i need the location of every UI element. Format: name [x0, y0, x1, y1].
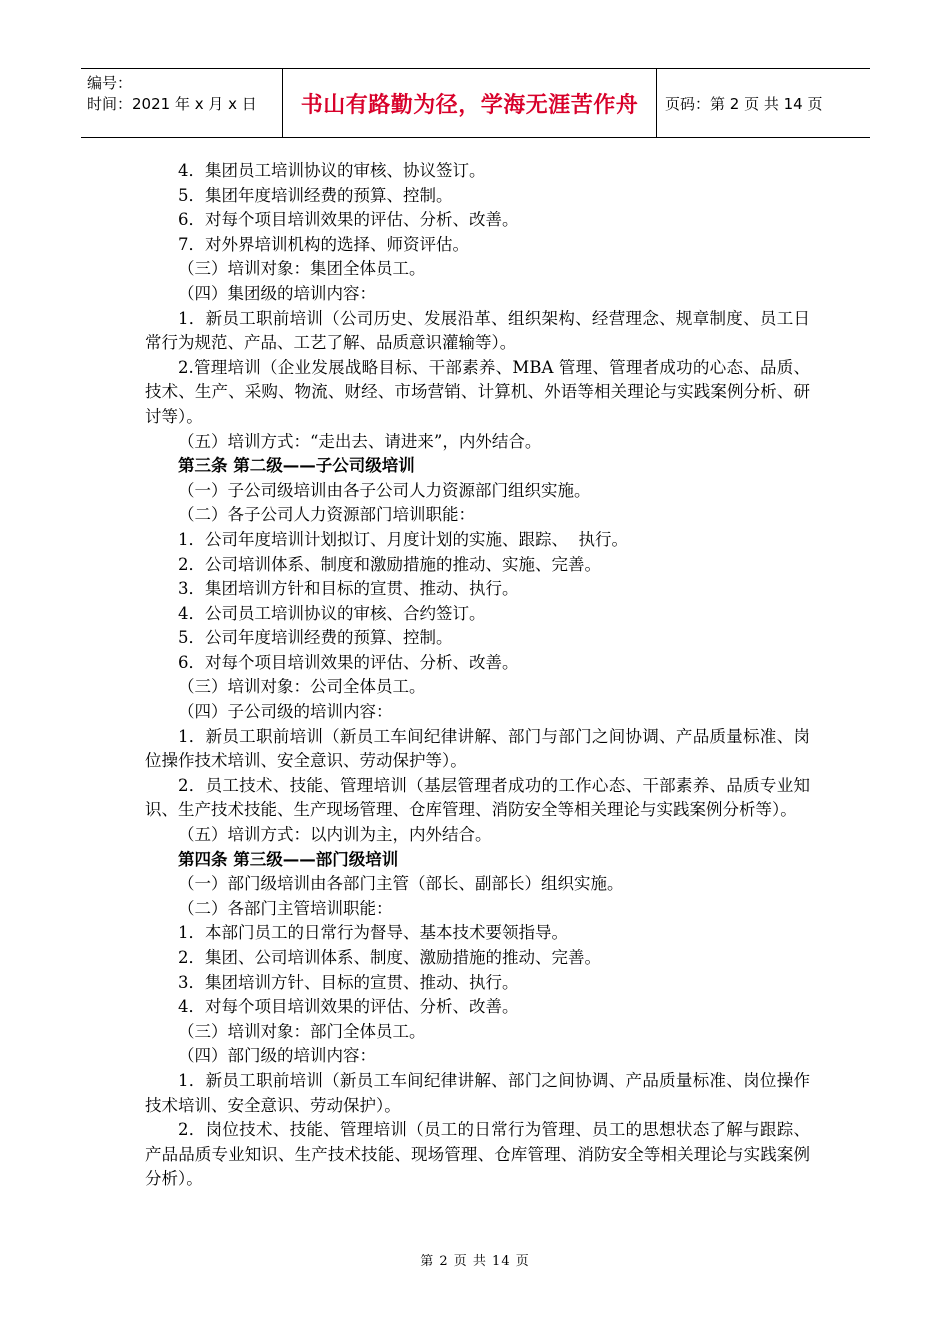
- header-meta: [81, 69, 283, 137]
- body-paragraph: 2．岗位技术、技能、管理培训（员工的日常行为管理、员工的思想状态了解与跟踪、产品品质专业知识、生产技术技能、现场管理、仓库管理、消防安全等相关理论与实践案例分析）。: [145, 1120, 810, 1189]
- body-paragraph: （二）各子公司人力资源部门培训职能：: [178, 505, 475, 525]
- body-paragraph: （五）培训方式：以内训为主，内外结合。: [178, 825, 492, 845]
- body-paragraph: 1．公司年度培训计划拟订、月度计划的实施、跟踪、 执行。: [178, 529, 628, 549]
- body-paragraph: 2．公司培训体系、制度和激励措施的推动、实施、完善。: [178, 554, 601, 574]
- document-body: [145, 159, 810, 1192]
- body-paragraph: 7．对外界培训机构的选择、师资评估。: [178, 234, 469, 254]
- body-paragraph: （四）子公司级的培训内容：: [178, 702, 393, 722]
- body-paragraph: 5．公司年度培训经费的预算、控制。: [178, 628, 453, 648]
- body-paragraph: 4．对每个项目培训效果的评估、分析、改善。: [178, 997, 519, 1017]
- body-paragraph: 1．新员工职前培训（公司历史、发展沿革、组织架构、经营理念、规章制度、员工日常行为规范、产品、工艺了解、品质意识灌输等）。: [145, 308, 810, 353]
- body-paragraph: 6．对每个项目培训效果的评估、分析、改善。: [178, 652, 519, 672]
- page-footer: 第 2 页 共 14 页: [420, 1254, 530, 1269]
- body-paragraph: 2．集团、公司培训体系、制度、激励措施的推动、完善。: [178, 948, 601, 967]
- body-paragraph: （二）各部门主管培训职能：: [178, 898, 393, 918]
- body-paragraph: （四）部门级的培训内容：: [178, 1046, 376, 1066]
- body-paragraph: 1．新员工职前培训（新员工车间纪律讲解、部门之间协调、产品质量标准、岗位操作技术培训、安全意识、劳动保护）。: [145, 1070, 810, 1115]
- article-heading: 第三条 第二级——子公司级培训: [178, 456, 415, 476]
- body-paragraph: （五）培训方式：“走出去、请进来”，内外结合。: [178, 431, 542, 451]
- body-paragraph: 3．集团培训方针、目标的宣贯、推动、执行。: [178, 972, 519, 992]
- body-paragraph: 5．集团年度培训经费的预算、控制。: [178, 185, 453, 205]
- body-paragraph: 3．集团培训方针和目标的宣贯、推动、执行。: [178, 579, 519, 599]
- body-paragraph: 2.管理培训（企业发展战略目标、干部素养、MBA 管理、管理者成功的心态、品质、技术、生产、采购、物流、财经、市场营销、计算机、外语等相关理论与实践案例分析、研讨等）。: [145, 357, 810, 426]
- header-page-number: 页码：第 2 页 共 14 页: [665, 94, 823, 113]
- body-paragraph: （一）部门级培训由各部门主管（部长、副部长）组织实施。: [178, 874, 624, 894]
- body-paragraph: 4．集团员工培训协议的审核、协议签订。: [178, 161, 486, 180]
- body-paragraph: 4．公司员工培训协议的审核、合约签订。: [178, 603, 486, 623]
- body-paragraph: （一）子公司级培训由各子公司人力资源部门组织实施。: [178, 480, 591, 500]
- body-paragraph: （三）培训对象：集团全体员工。: [178, 259, 426, 279]
- page-header: [81, 68, 870, 138]
- document-date-label: 时间：2021 年 x 月 x 日: [87, 95, 257, 113]
- body-paragraph: （三）培训对象：部门全体员工。: [178, 1021, 426, 1041]
- header-motto: 书山有路勤为径，学海无涯苦作舟: [283, 69, 657, 137]
- body-paragraph: （三）培训对象：公司全体员工。: [178, 677, 426, 697]
- body-paragraph: 6．对每个项目培训效果的评估、分析、改善。: [178, 210, 519, 230]
- body-paragraph: （四）集团级的培训内容：: [178, 283, 376, 303]
- body-paragraph: 1．本部门员工的日常行为督导、基本技术要领指导。: [178, 923, 568, 943]
- document-number-label: 编号：: [87, 74, 133, 92]
- body-paragraph: 2．员工技术、技能、管理培训（基层管理者成功的工作心态、干部素养、品质专业知识、生产技术技能、生产现场管理、仓库管理、消防安全等相关理论与实践案例分析等）。: [145, 775, 810, 820]
- article-heading: 第四条 第三级——部门级培训: [178, 849, 399, 869]
- body-paragraph: 1．新员工职前培训（新员工车间纪律讲解、部门与部门之间协调、产品质量标准、岗位操作技术培训、安全意识、劳动保护等）。: [145, 726, 810, 771]
